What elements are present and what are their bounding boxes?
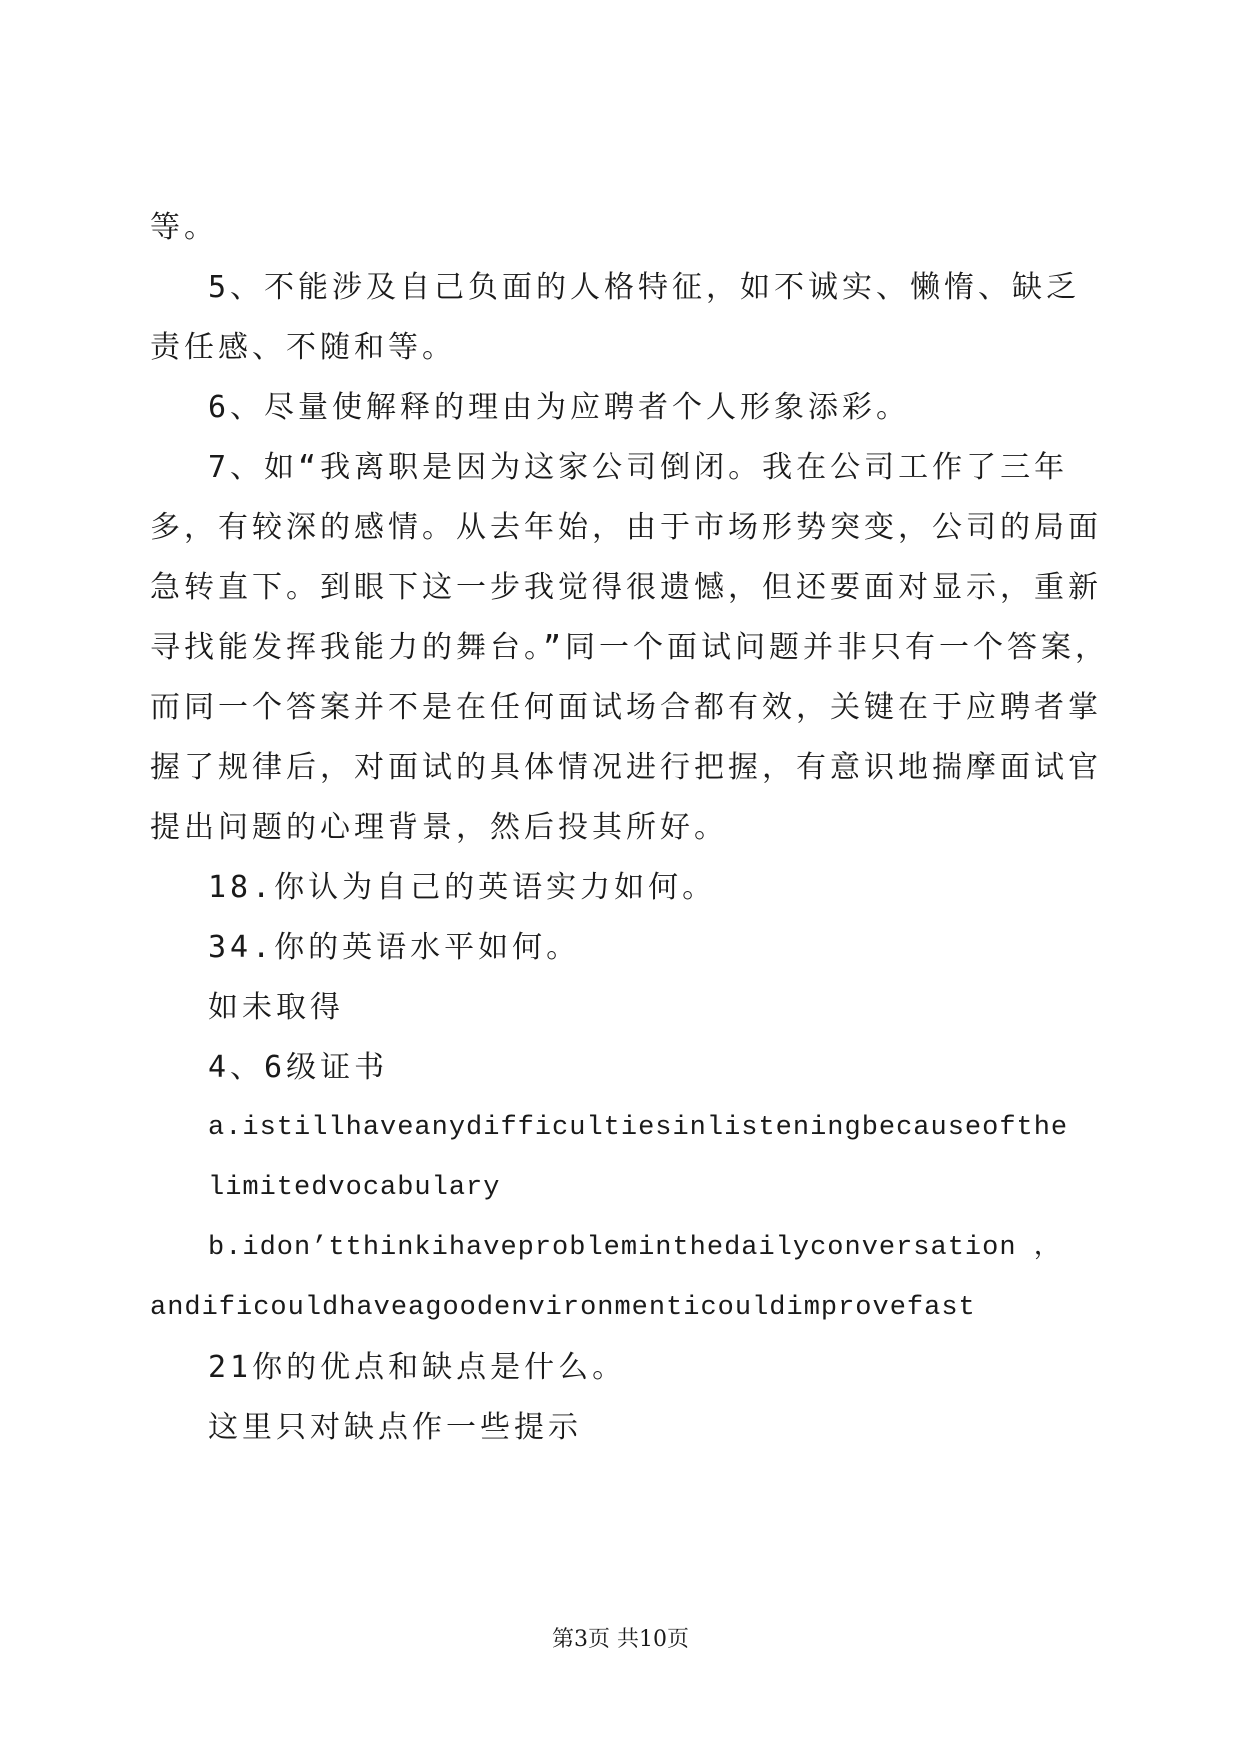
- question-line: 18.你认为自己的英语实力如何。: [208, 870, 717, 905]
- text-line: 等。: [150, 210, 218, 245]
- text-line: 握了规律后，对面试的具体情况进行把握，有意识地揣摩面试官: [150, 750, 1102, 785]
- text-line: 5、不能涉及自己负面的人格特征，如不诚实、懒惰、缺乏: [208, 270, 1081, 305]
- question-line: 34.你的英语水平如何。: [208, 930, 581, 965]
- text-line: 而同一个答案并不是在任何面试场合都有效，关键在于应聘者掌: [150, 690, 1102, 725]
- text-line: 多，有较深的感情。从去年始，由于市场形势突变，公司的局面: [150, 510, 1102, 545]
- english-answer-line: b.idon’tthinkihaveprobleminthedailyconversation ，: [208, 1233, 1062, 1263]
- text-line: 这里只对缺点作一些提示: [208, 1410, 582, 1445]
- english-answer-line: a.istillhaveanydifficultiesinlisteningbecauseofthe: [208, 1113, 1069, 1143]
- page-footer: 第3页 共10页: [552, 1627, 689, 1652]
- english-answer-line: limitedvocabulary: [208, 1173, 501, 1203]
- text-line: 如未取得: [208, 990, 344, 1025]
- question-line: 21你的优点和缺点是什么。: [208, 1350, 627, 1385]
- text-line: 提出问题的心理背景，然后投其所好。: [150, 810, 728, 845]
- text-line: 急转直下。到眼下这一步我觉得很遗憾，但还要面对显示，重新: [150, 570, 1102, 605]
- text-line: 责任感、不随和等。: [150, 330, 456, 365]
- text-line: 6、尽量使解释的理由为应聘者个人形象添彩。: [208, 390, 911, 425]
- text-line: 7、如“我离职是因为这家公司倒闭。我在公司工作了三年: [208, 450, 1069, 485]
- text-line: 寻找能发挥我能力的舞台。”同一个面试问题并非只有一个答案，: [150, 630, 1110, 665]
- english-answer-line: andificouldhaveagoodenvironmenticouldimprovefast: [150, 1293, 976, 1323]
- text-line: 4、6级证书: [208, 1050, 389, 1085]
